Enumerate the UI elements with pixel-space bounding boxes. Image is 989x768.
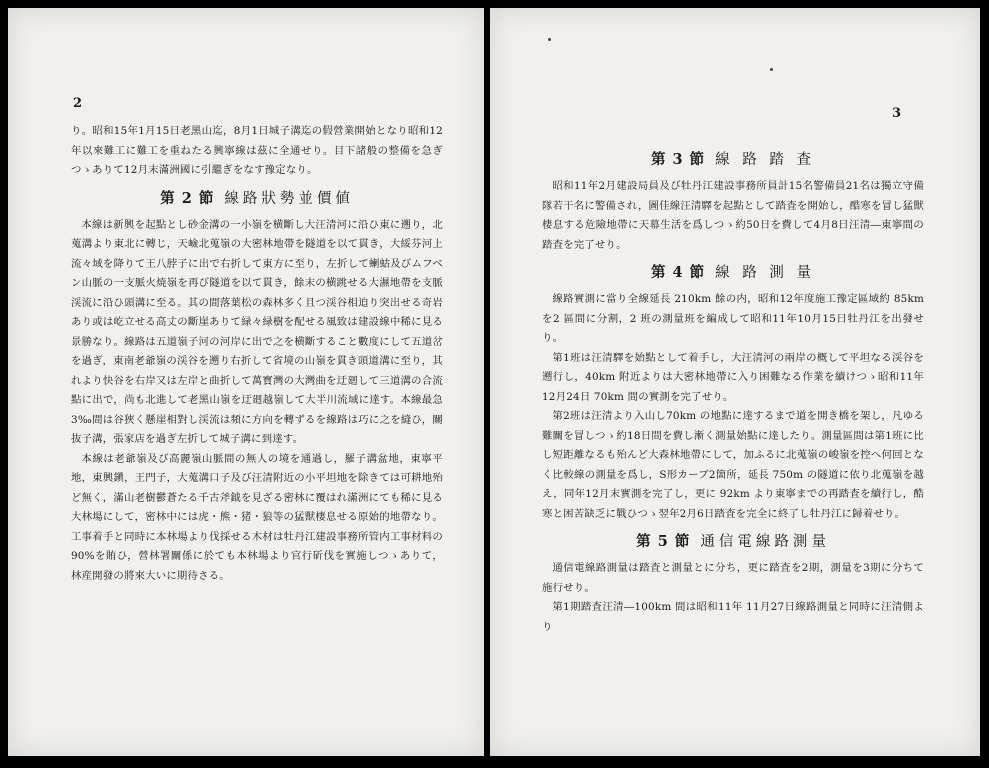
section-title: 線 路 踏 査 xyxy=(715,152,815,168)
paragraph: り。昭和15年1月15日老黑山迄，8月1日城子溝迄の假營業開始となり昭和12年以來難工に難工を重ねたる興寧線は茲に全通せり。目下諸般の整備を急ぎつゝありて12月末滿洲國に引繼ぎをなす豫定なり。 xyxy=(71,125,443,176)
paragraph: 第2班は汪清より入山し70km の地點に達するまで道を開き橋を架し，凡ゆる難關を冒しつゝ約18日間を費し漸く測量始點に達したり。測量區間は第1班に比し短距離なるも殆んど大森林地帶にして，加ふるに北蒐嶺の峻嶺を控へ何回となく比較線の測量を爲し，S形カーブ2箇所，延長 750m の隧道に依り北蒐嶺を越え，同年12月末實測を完了し，更に 92km より東寧までの再踏査を續行し，酷寒と困苦缺乏に戰ひつゝ翌年2月6日踏査を完全に終了し牡丹江に歸着せり。 xyxy=(542,410,924,520)
paragraph: 第1期踏査汪清―100km 間は昭和11年 11月27日線路測量と同時に汪清側より xyxy=(542,601,924,633)
section-number: 第 2 節 xyxy=(160,189,215,207)
paragraph: 本線は老爺嶺及び高麗嶺山脈間の無人の境を通過し，羅子溝盆地，東寧平地，東興鎭，王門子，大蒐溝口子及び汪清附近の小平坦地を除きては可耕地殆ど無く，滿山老樹鬱蒼たる千古斧鉞を見ざる密林に覆はれ滿洲にても稀に見る大林場にして，密林中には虎・熊・猪・狼等の猛獸棲息せる原始的地帶なり。工事着手と同時に本林場より伐採せる木材は牡丹江建設事務所管内工事材料の90%を賄ひ，營林署關係に於ても本林場より官行斫伐を實施しつゝありて，林産開發の將來大いに期待さる。 xyxy=(71,452,443,582)
section-title: 通信電線路測量 xyxy=(700,534,830,550)
section-heading xyxy=(542,530,924,551)
page-number: 3 xyxy=(892,106,902,121)
section-title: 線 路 測 量 xyxy=(715,265,815,281)
paragraph: 昭和11年2月建設局員及び牡丹江建設事務所員計15名警備員21名は獨立守備隊若干名に警備され，圖佳線汪清驛を起點として踏査を開始し，酷寒を冒し猛獸棲息する危險地帶に天幕生活を爲しつゝ約50日を費して4月8日汪清―東寧間の踏査を完了せり。 xyxy=(542,180,924,251)
section-number: 第 5 節 xyxy=(636,533,691,550)
paragraph: 通信電線路測量は踏査と測量とに分ち，更に踏査を2期，測量を3期に分ちて施行せり。 xyxy=(542,562,924,594)
section-heading xyxy=(71,187,443,208)
section-number: 第 4 節 xyxy=(650,264,706,281)
paragraph: 本線は新興を起點とし砂金溝の一小嶺を横斷し大汪清河に沿ひ東に遡り，北蒐溝より東北に轉じ，天嶮北蒐嶺の大密林地帶を隧道を以て貫き，大綏芬河上流々域を降りて王八脖子に出で右折して東方に至り，左折して蝲蛄及びムフベン山脈の一支脈火焼嶺を再び隧道を以て貫き，餘末の横跳せる大濕地帶を支脈渓流に沿ひ頭溝に至る。其の間落葉松の森林多く且つ渓谷相迫り突出せる奇岩あり或は屹立せる高丈の斷崖ありて緑々緑樹を配せる風致は建設線中稀に見る景勝なり。線路は五道嶺子河の河岸に出で之を横斷すること數度にして五道岔を過ぎ，東南老爺嶺の渓谷を遡り右折して省境の山嶺を貫き頭道溝に至り，其れより快谷を右岸又は左岸と曲折して萬寳灣の大灣曲を迂廻して三道溝の合流點に出で，尚も北進して老黑山嶺を迂廻越嶺して大半川流域に達す。本線最急3‰間は谷狹く懸崖相對し渓流は頻に方向を轉ずるを線路は巧に之を縫ひ，關抜子溝，張家店を過ぎ左折して城子溝に到達す。 xyxy=(71,218,443,445)
section-heading xyxy=(542,261,924,282)
right-page-body xyxy=(542,142,924,637)
section-title: 線路狀勢並價値 xyxy=(224,190,354,207)
section-heading xyxy=(542,148,924,169)
page-number: 2 xyxy=(73,96,83,111)
left-page-body xyxy=(71,122,443,586)
right-page xyxy=(490,8,980,756)
left-page xyxy=(8,8,484,756)
scan-speck xyxy=(548,38,551,41)
paragraph: 線路實測に當り全線延長 210km 餘の内，昭和12年度施工豫定區域約 85km を2 區間に分割，2 班の測量班を編成して昭和11年10月15日牡丹江を出發せり。 xyxy=(542,293,924,344)
paragraph: 第1班は汪清驛を始點として着手し，大汪清河の兩岸の概して平坦なる渓谷を遡行し，40km 附近よりは大密林地帶に入り困難なる作業を續けつゝ昭和11年12月24日 70km 間の實測を完了せり。 xyxy=(542,351,924,403)
scan-speck xyxy=(770,68,773,71)
section-number: 第 3 節 xyxy=(650,151,706,168)
